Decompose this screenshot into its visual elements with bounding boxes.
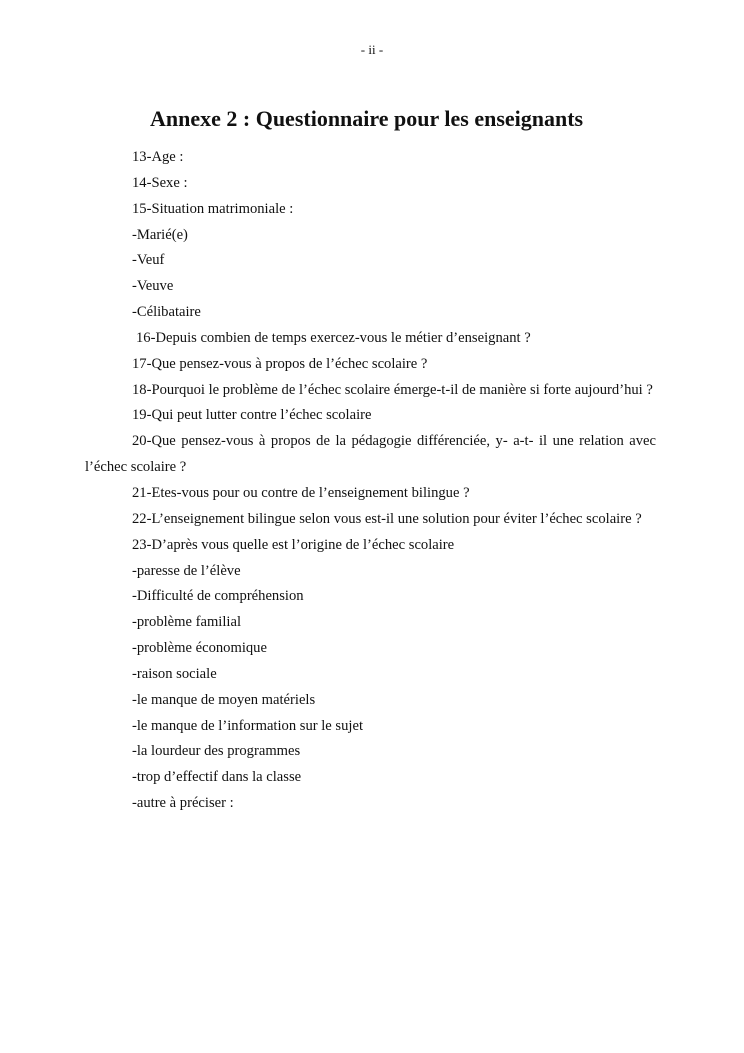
question-20: 20-Que pensez-vous à propos de la pédagogie différenciée, y- a-t- il une relation avec l’échec scolaire ? bbox=[85, 433, 656, 476]
option-item: -la lourdeur des programmes bbox=[132, 743, 301, 760]
question-23: 23-D’après vous quelle est l’origine de l’échec scolaire bbox=[132, 536, 455, 553]
option-item: -trop d’effectif dans la classe bbox=[132, 769, 302, 786]
questionnaire-body bbox=[85, 145, 656, 817]
option-single: -Célibataire bbox=[132, 304, 201, 321]
option-widow: -Veuve bbox=[132, 278, 174, 295]
option-widower: -Veuf bbox=[132, 252, 165, 269]
question-21: 21-Etes-vous pour ou contre de l’enseignement bilingue ? bbox=[132, 484, 470, 501]
question-age: 13-Age : bbox=[132, 149, 184, 165]
option-item: -problème économique bbox=[132, 640, 267, 657]
question-18: 18-Pourquoi le problème de l’échec scolaire émerge-t-il de manière si forte aujourd’hui ? bbox=[132, 381, 653, 398]
option-item: -paresse de l’élève bbox=[132, 562, 241, 579]
option-married: -Marié(e) bbox=[132, 226, 188, 243]
option-item: -Difficulté de compréhension bbox=[132, 588, 304, 605]
question-19: 19-Qui peut lutter contre l’échec scolaire bbox=[132, 407, 372, 424]
page-title: Annexe 2 : Questionnaire pour les enseignants bbox=[150, 106, 584, 131]
option-item: -le manque de moyen matériels bbox=[132, 691, 316, 708]
question-17: 17-Que pensez-vous à propos de l’échec scolaire ? bbox=[132, 355, 428, 372]
question-16: 16-Depuis combien de temps exercez-vous le métier d’enseignant ? bbox=[136, 329, 531, 346]
question-22: 22-L’enseignement bilingue selon vous est-il une solution pour éviter l’échec scolaire ? bbox=[132, 510, 642, 527]
option-item: -le manque de l’information sur le sujet bbox=[132, 717, 363, 734]
question-marital-status: 15-Situation matrimoniale : bbox=[132, 200, 294, 217]
option-item: -raison sociale bbox=[132, 665, 217, 682]
option-item: -problème familial bbox=[132, 614, 242, 631]
page-number: - ii - bbox=[360, 42, 384, 57]
option-other: -autre à préciser : bbox=[132, 795, 234, 812]
question-sex: 14-Sexe : bbox=[132, 174, 188, 191]
